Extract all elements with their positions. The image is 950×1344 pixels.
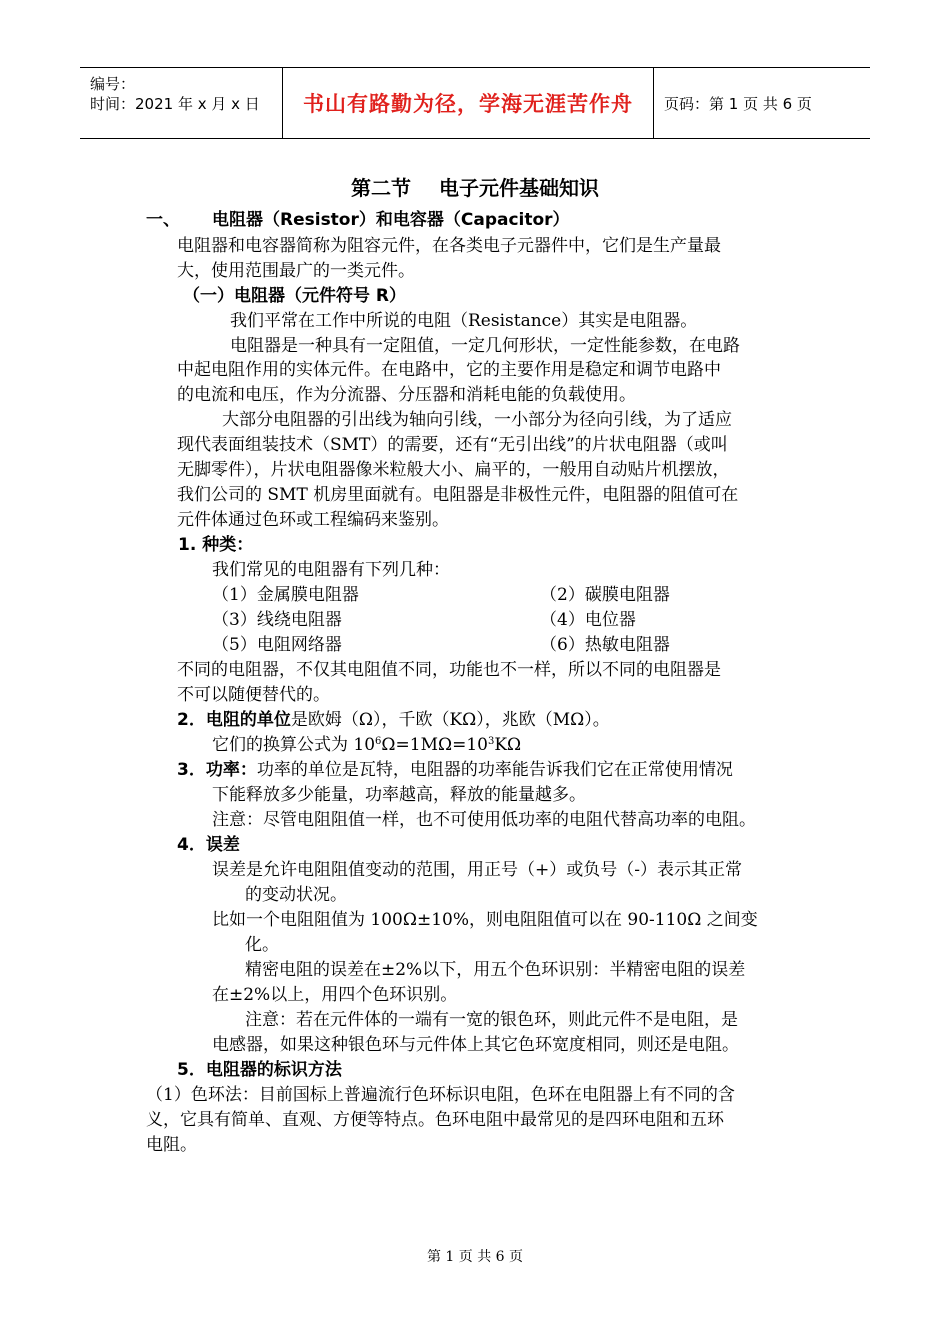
resistor-type: （4）电位器 xyxy=(540,610,636,630)
item-5-heading: 5．电阻器的标识方法 xyxy=(177,1060,342,1080)
paragraph-line: （1）色环法：目前国标上普遍流行色环标识电阻，色环在电阻器上有不同的含 xyxy=(146,1085,735,1105)
paragraph-line: 电阻。 xyxy=(146,1135,197,1155)
resistor-type: （1）金属膜电阻器 xyxy=(212,585,359,605)
conversion-formula xyxy=(212,733,521,757)
paragraph-line: 大，使用范围最广的一类元件。 xyxy=(177,261,415,281)
paragraph-line: 电阻器和电容器简称为阻容元件，在各类电子元器件中，它们是生产量最 xyxy=(177,236,721,256)
doc-number-label: 编号： xyxy=(90,75,136,93)
page-header xyxy=(80,67,870,139)
formula-exponent: 3 xyxy=(487,736,495,747)
item-4-heading: 4．误差 xyxy=(177,835,240,855)
date-label: 时间：2021 年 x 月 x 日 xyxy=(90,95,260,113)
paragraph-line: 中起电阻作用的实体元件。在电路中，它的主要作用是稳定和调节电路中 xyxy=(177,360,721,380)
heading-1: 电阻器（Resistor）和电容器（Capacitor） xyxy=(212,210,570,230)
item-2-heading: 2．电阻的单位 xyxy=(177,710,291,730)
paragraph-line: 的变动状况。 xyxy=(245,885,347,905)
paragraph-line: 我们平常在工作中所说的电阻（Resistance）其实是电阻器。 xyxy=(230,311,698,331)
heading-1-number: 一、 xyxy=(146,210,180,230)
formula-exponent: 6 xyxy=(375,736,382,747)
header-meta xyxy=(80,68,283,138)
paragraph-line: 在±2%以上，用四个色环识别。 xyxy=(212,985,458,1005)
resistor-type: （6）热敏电阻器 xyxy=(540,635,670,655)
paragraph-line: 的电流和电压，作为分流器、分压器和消耗电能的负载使用。 xyxy=(177,385,636,405)
section-title-number: 第二节 xyxy=(351,176,411,200)
paragraph-line: 无脚零件），片状电阻器像米粒般大小、扁平的，一般用自动贴片机摆放， xyxy=(177,460,730,480)
paragraph-line: 注意：若在元件体的一端有一宽的银色环，则此元件不是电阻，是 xyxy=(245,1010,738,1030)
subheading-resistor: （一）电阻器（元件符号 R） xyxy=(183,286,407,306)
paragraph-line: 大部分电阻器的引出线为轴向引线，一小部分为径向引线，为了适应 xyxy=(222,410,732,430)
resistor-type: （5）电阻网络器 xyxy=(212,635,342,655)
formula-part: KΩ xyxy=(494,735,522,755)
item-3-line xyxy=(177,758,733,782)
page-footer: 第 1 页 共 6 页 xyxy=(426,1249,524,1265)
resistor-type: （2）碳膜电阻器 xyxy=(540,585,670,605)
paragraph-line: 下能释放多少能量，功率越高，释放的能量越多。 xyxy=(212,785,586,805)
item-1-intro: 我们常见的电阻器有下列几种： xyxy=(212,560,450,580)
paragraph-line: 现代表面组装技术（SMT）的需要，还有“无引出线”的片状电阻器（或叫 xyxy=(177,435,728,455)
paragraph-line: 义，它具有简单、直观、方便等特点。色环电阻中最常见的是四环电阻和五环 xyxy=(146,1110,724,1130)
paragraph-line: 误差是允许电阻阻值变动的范围，用正号（+）或负号（-）表示其正常 xyxy=(212,860,742,880)
paragraph-line: 我们公司的 SMT 机房里面就有。电阻器是非极性元件，电阻器的阻值可在 xyxy=(177,485,739,505)
item-2-line xyxy=(177,708,610,732)
item-3-text: 功率的单位是瓦特，电阻器的功率能告诉我们它在正常使用情况 xyxy=(256,760,733,780)
header-page-info: 页码：第 1 页 共 6 页 xyxy=(664,94,812,113)
paragraph-line: 比如一个电阻阻值为 100Ω±10%，则电阻阻值可以在 90-110Ω 之间变 xyxy=(212,910,758,930)
section-title xyxy=(0,172,950,201)
paragraph-line: 化。 xyxy=(245,935,279,955)
section-title-text: 电子元件基础知识 xyxy=(439,176,599,200)
paragraph-line: 电感器，如果这种银色环与元件体上其它色环宽度相同，则还是电阻。 xyxy=(212,1035,739,1055)
item-2-text: 是欧姆（Ω），千欧（KΩ），兆欧（MΩ）。 xyxy=(290,710,610,730)
paragraph-line: 精密电阻的误差在±2%以下，用五个色环识别：半精密电阻的误差 xyxy=(245,960,746,980)
paragraph-line: 元件体通过色环或工程编码来鉴别。 xyxy=(177,510,449,530)
item-3-heading: 3．功率： xyxy=(177,760,257,780)
resistor-type: （3）线绕电阻器 xyxy=(212,610,342,630)
paragraph-line: 不同的电阻器，不仅其电阻值不同，功能也不一样，所以不同的电阻器是 xyxy=(177,660,721,680)
formula-part: 它们的换算公式为 10 xyxy=(212,735,376,755)
paragraph-line: 注意：尽管电阻阻值一样，也不可使用低功率的电阻代替高功率的电阻。 xyxy=(212,810,756,830)
formula-part: Ω=1MΩ=10 xyxy=(381,735,488,755)
header-motto: 书山有路勤为径，学海无涯苦作舟 xyxy=(283,68,654,138)
item-1-heading: 1. 种类： xyxy=(178,535,254,555)
paragraph-line: 不可以随便替代的。 xyxy=(177,685,330,705)
paragraph-line: 电阻器是一种具有一定阻值，一定几何形状，一定性能参数，在电路 xyxy=(230,336,740,356)
